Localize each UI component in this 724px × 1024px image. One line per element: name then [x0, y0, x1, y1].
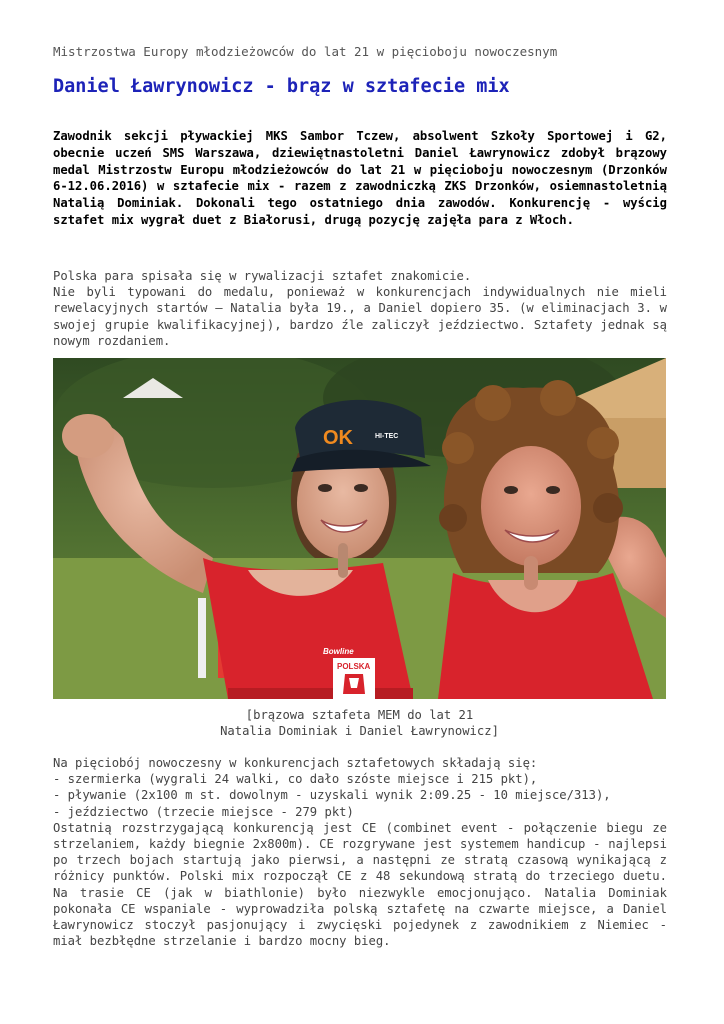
- caption-line-1: [brązowa sztafeta MEM do lat 21: [245, 708, 474, 722]
- intro-line-1: Polska para spisała się w rywalizacji sztafet znakomicie.: [53, 269, 472, 283]
- closing-paragraph: Ostatnią rozstrzygającą konkurencją jest CE (combinet event - połączenie biegu ze strzelaniem, każdy biegnie 2x800m). CE rozgrywane jest systemem handicup - najlepsi po trzech bojach startują jako pierwsi, a następni ze stratą czasową wynikającą z różnicy punktów. Polski mix rozpoczął CE z 48 sekundową stratą do trzeciego duetu. Na trasie CE (jak w biathlonie) było niezwykle emocjonująco. Natalia Dominiak pokonała CE wspaniale - wyprowadziła polską sztafetę na czwarte miejsce, a Daniel Ławrynowicz stoczył pasjonujący i zwycięski pojedynek z zawodnikiem z Niemiec - miał bezbłędne strzelanie i bardzo mocny bieg.: [53, 820, 667, 949]
- events-intro: Na pięciobój nowoczesny w konkurencjach sztafetowych składają się:: [53, 756, 538, 770]
- intro-paragraph: [53, 268, 667, 349]
- article-body: [53, 755, 667, 949]
- cap-logo: OK: [323, 427, 353, 449]
- cap-brand: HI-TEC: [375, 433, 399, 440]
- intro-rest: Nie byli typowani do medalu, ponieważ w konkurencjach indywidualnych nie mieli rewelacyjnych startów – Natalia była 19., a Daniel dopiero 35. (w eliminacjach 3. w swojej grupie kwalifikacyjnej), bardzo źle zaliczył jeździectwo. Sztafety jednak są nowym rozdaniem.: [53, 285, 667, 348]
- article-supertitle: Mistrzostwa Europy młodzieżowców do lat 21 w pięcioboju nowoczesnym: [53, 44, 558, 59]
- event-item-swimming: - pływanie (2x100 m st. dowolnym - uzyskali wynik 2:09.25 - 10 miejsce/313),: [53, 788, 611, 803]
- athletes-photo: [53, 358, 666, 699]
- woman-fist: [62, 414, 114, 458]
- man-face: [481, 446, 581, 566]
- event-item-fencing: - szermierka (wygrali 24 walki, co dało szóste miejsce i 215 pkt),: [53, 772, 538, 787]
- caption-line-2: Natalia Dominiak i Daniel Ławrynowicz]: [220, 724, 499, 739]
- article-title: Daniel Ławrynowicz - brąz w sztafecie mix: [53, 76, 510, 97]
- event-item-riding: - jeździectwo (trzecie miejsce - 279 pkt): [53, 804, 354, 819]
- jersey-sponsor: Bowline: [323, 647, 354, 656]
- photo-caption: [53, 707, 666, 739]
- jersey-country: POLSKA: [337, 662, 371, 671]
- article-lead: Zawodnik sekcji pływackiej MKS Sambor Tczew, absolwent Szkoły Sportowej i G2, obecnie uczeń SMS Warszawa, dziewiętnastoletni Daniel Ławrynowicz zdobył brązowy medal Mistrzostw Europu młodzieżowców do lat 21 w pięcioboju nowoczesnym (Drzonków 6-12.06.2016) w sztafecie mix - razem z zawodniczką ZKS Drzonków, osiemnastoletnią Natalią Dominiak. Dokonali tego ostatniego dnia zawodów. Konkurencję - wyścig sztafet mix wygrał duet z Białorusi, drugą pozycję zajęła para z Włoch.: [53, 129, 667, 227]
